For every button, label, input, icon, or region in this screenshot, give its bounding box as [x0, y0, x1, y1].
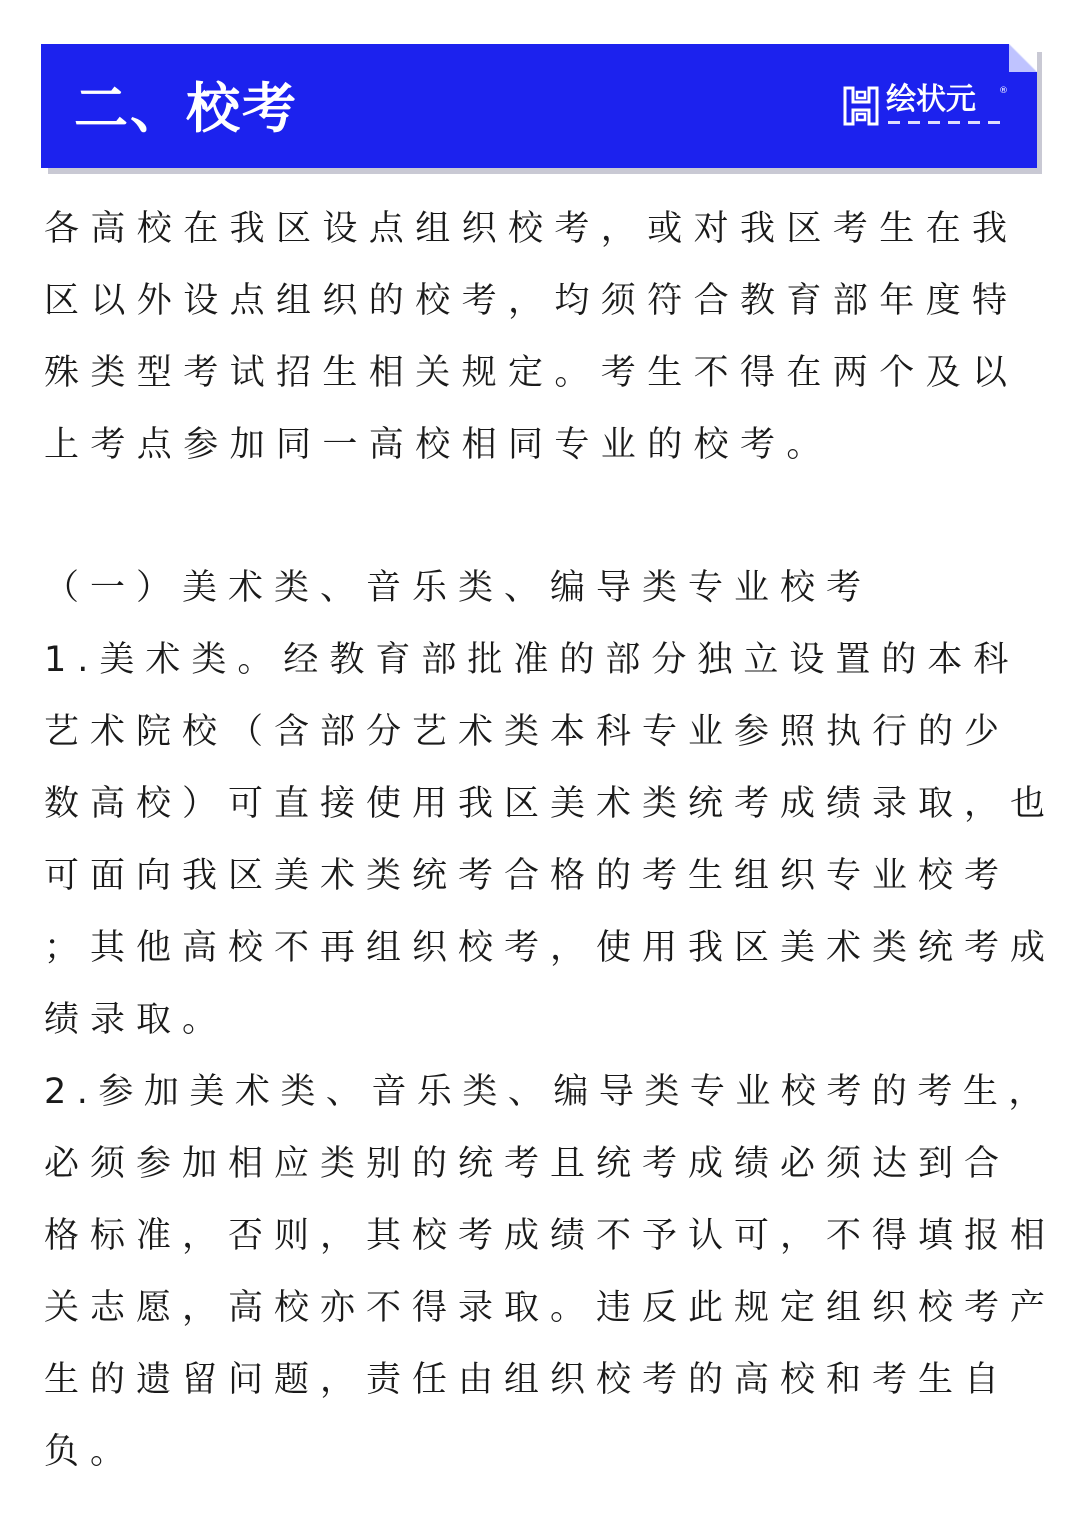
logo-mark-icon	[842, 84, 880, 128]
subsection-heading: （一）美术类、音乐类、编导类专业校考	[44, 568, 873, 608]
text-line: 生的遗留问题，责任由组织校考的高校和考生自	[44, 1360, 1011, 1400]
text-line: 绩录取。	[44, 1000, 229, 1040]
text-line: ；其他高校不再组织校考，使用我区美术类统考成	[44, 928, 1057, 968]
banner-folded-corner	[1009, 44, 1037, 72]
brand-logo	[842, 84, 1012, 134]
text-line: 艺术院校（含部分艺术类本科专业参照执行的少	[44, 712, 1011, 752]
text-line: 数高校）可直接使用我区美术类统考成绩录取，也	[44, 784, 1057, 824]
section-title: 二、校考	[74, 77, 298, 140]
text-line: 可面向我区美术类统考合格的考生组织专业校考	[44, 856, 1011, 896]
text-line: 区以外设点组织的校考，均须符合教育部年度特	[44, 281, 1019, 321]
text-line: 2.参加美术类、音乐类、编导类专业校考的考生，	[44, 1072, 1054, 1112]
text-line: 各高校在我区设点组织校考，或对我区考生在我	[44, 209, 1019, 249]
text-line: 必须参加相应类别的统考且统考成绩必须达到合	[44, 1144, 1011, 1184]
text-line: 殊类型考试招生相关规定。考生不得在两个及以	[44, 353, 1019, 393]
logo-name: 绘状元	[886, 82, 976, 117]
text-line: 格标准，否则，其校考成绩不予认可，不得填报相	[44, 1216, 1057, 1256]
text-line: 负。	[44, 1432, 137, 1472]
logo-tagline-marks	[888, 121, 1000, 127]
registered-mark: ®	[999, 86, 1008, 96]
text-line: 1.美术类。经教育部批准的部分独立设置的本科	[44, 640, 1020, 680]
text-line: 上考点参加同一高校相同专业的校考。	[44, 425, 833, 465]
text-line: 关志愿，高校亦不得录取。违反此规定组织校考产	[44, 1288, 1057, 1328]
